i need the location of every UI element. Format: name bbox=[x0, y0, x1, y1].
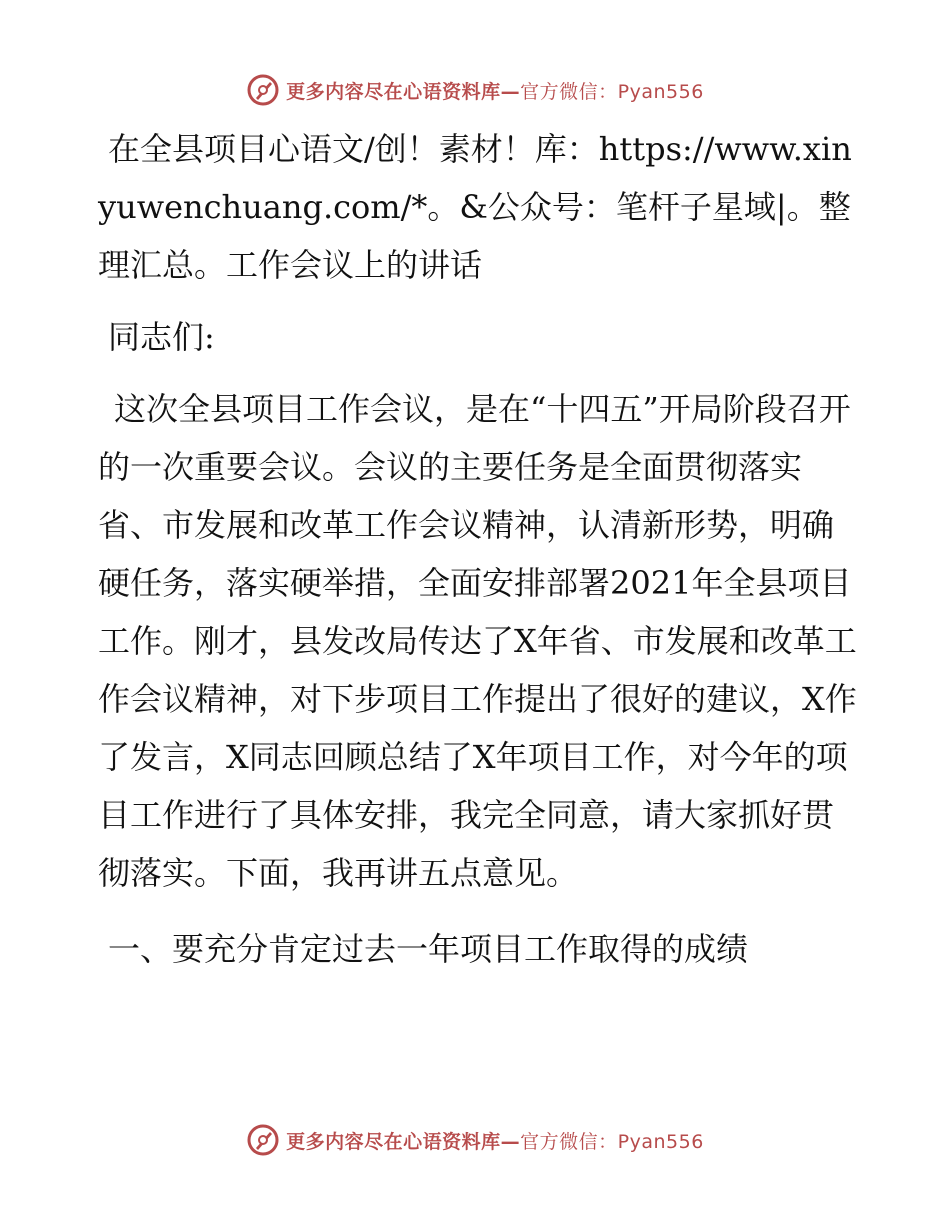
quill-logo-icon bbox=[246, 73, 280, 107]
watermark-text-light: 官方微信：Pyan556 bbox=[520, 1130, 704, 1153]
quill-logo-icon bbox=[246, 1123, 280, 1157]
watermark-text-bold: 更多内容尽在心语资料库— bbox=[286, 1130, 521, 1153]
watermark-text bbox=[286, 77, 704, 104]
document-title-line: 在全县项目心语文/创！素材！库：https://www.xinyuwenchuang.com/*。&公众号：笔杆子星域|。整理汇总。工作会议上的讲话 bbox=[98, 130, 852, 284]
document-body bbox=[98, 120, 858, 978]
body-paragraph: 这次全县项目工作会议，是在“十四五”开局阶段召开的一次重要会议。会议的主要任务是全面贯彻落实省、市发展和改革工作会议精神，认清新形势，明确硬任务，落实硬举措，全面安排部署2021年全县项目工作。刚才，县发改局传达了X年省、市发展和改革工作会议精神，对下步项目工作提出了很好的建议，X作了发言，X同志回顾总结了X年项目工作，对今年的项目工作进行了具体安排，我完全同意，请大家抓好贯彻落实。下面，我再讲五点意见。 bbox=[98, 390, 857, 892]
header-watermark bbox=[0, 70, 950, 110]
section-heading: 一、要充分肯定过去一年项目工作取得的成绩 bbox=[108, 930, 749, 968]
watermark-text bbox=[286, 1127, 704, 1154]
watermark-text-light: 官方微信：Pyan556 bbox=[520, 80, 704, 103]
footer-watermark bbox=[0, 1120, 950, 1160]
watermark-text-bold: 更多内容尽在心语资料库— bbox=[286, 80, 521, 103]
greeting: 同志们: bbox=[108, 318, 215, 356]
